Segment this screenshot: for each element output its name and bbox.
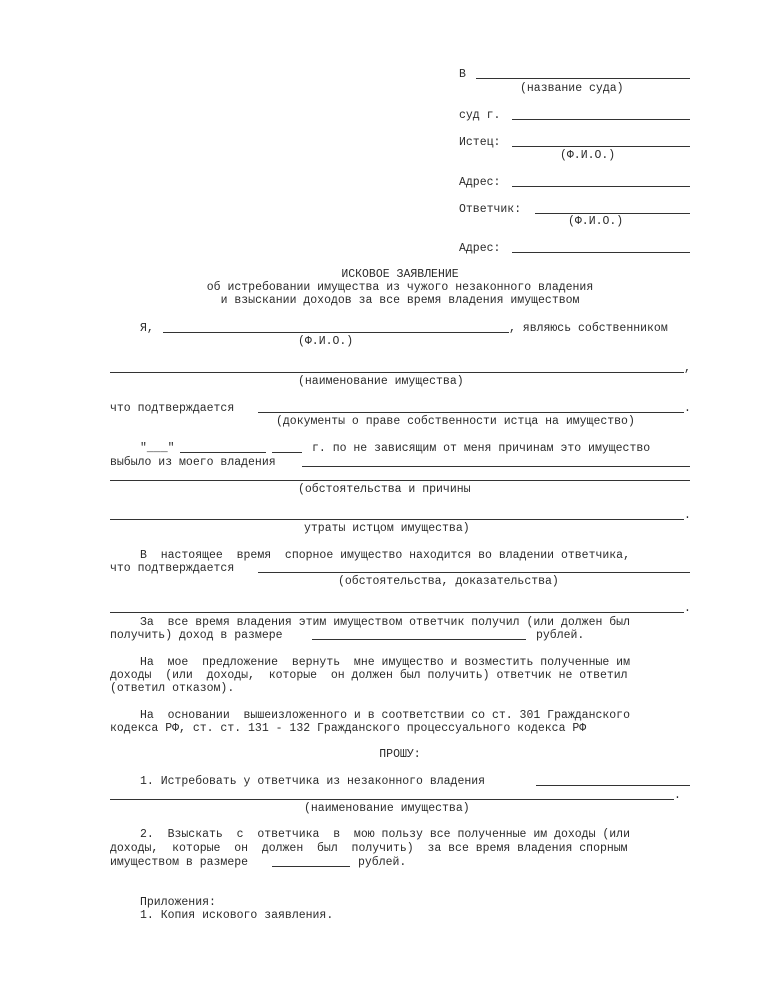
request-item-2-line-1: 2. Взыскать с ответчика в мою пользу все полученные им доходы (или	[140, 828, 630, 841]
request-item-2-amount-line	[272, 866, 350, 867]
basis-line-1: На основании вышеизложенного и в соответствии со ст. 301 Гражданского	[140, 709, 630, 722]
request-item-1: 1. Истребовать у ответчика из незаконного владения	[140, 775, 486, 788]
left-possession-label: выбыло из моего владения	[110, 456, 276, 469]
request-property-line	[110, 799, 674, 800]
circumstances-caption: (обстоятельства и причины	[298, 483, 471, 496]
plaintiff-address-label: Адрес:	[459, 176, 501, 189]
fio-caption: (Ф.И.О.)	[298, 335, 354, 348]
document-subtitle-2: и взыскании доходов за все время владения имуществом	[220, 294, 580, 307]
defendant-caption: (Ф.И.О.)	[568, 215, 624, 228]
to-prefix: В	[459, 68, 466, 81]
property-line	[110, 372, 684, 373]
evidence-caption: (обстоятельства, доказательства)	[338, 575, 559, 588]
request-item-2-line-2: доходы, которые он должен был получить) за все время владения спорным	[110, 842, 628, 855]
loss-caption: утраты истцом имущества)	[304, 522, 470, 535]
city-line	[512, 119, 690, 120]
documents-period: .	[684, 402, 691, 415]
document-title: ИСКОВОЕ ЗАЯВЛЕНИЕ	[341, 268, 459, 281]
plaintiff-line	[512, 146, 690, 147]
owner-fio-line	[163, 332, 509, 333]
confirmed-label: что подтверждается	[110, 402, 235, 415]
property-comma: ,	[684, 362, 691, 375]
defendant-address-label: Адрес:	[459, 242, 501, 255]
loss-period: .	[684, 509, 691, 522]
offer-line-2: доходы (или доходы, которые он должен был получить) ответчик не ответил	[110, 669, 628, 682]
property-caption: (наименование имущества)	[298, 375, 464, 388]
defendant-address-line	[512, 252, 690, 253]
court-name-line	[476, 78, 690, 79]
request-item-1-line	[536, 785, 690, 786]
basis-line-2: кодекса РФ, ст. ст. 131 - 132 Гражданского процессуального кодекса РФ	[110, 722, 587, 735]
left-possession-line	[302, 466, 690, 467]
request-item-2-line-3-post: рублей.	[358, 856, 407, 869]
defendant-line	[535, 213, 690, 214]
plaintiff-label: Истец:	[459, 136, 501, 149]
income-amount-line	[312, 639, 526, 640]
city-label: суд г.	[459, 109, 501, 122]
date-year-line	[272, 452, 302, 453]
income-line-2-post: рублей.	[536, 629, 585, 642]
request-item-2-line-3-pre: имуществом в размере	[110, 856, 249, 869]
income-line-1: За все время владения этим имуществом ответчик получил (или должен был	[140, 616, 630, 629]
evidence-period: .	[684, 602, 691, 615]
offer-line-1: На мое предложение вернуть мне имущество и возместить полученные им	[140, 656, 630, 669]
request-property-period: .	[674, 789, 681, 802]
date-year-text: г. по не зависящим от меня причинам это имущество	[312, 442, 651, 455]
circumstances-line	[110, 480, 690, 481]
plaintiff-address-line	[512, 186, 690, 187]
loss-line	[110, 519, 684, 520]
i-prefix: Я,	[140, 322, 154, 335]
owner-suffix: , являюсь собственником	[509, 322, 668, 335]
attachment-item-1: 1. Копия искового заявления.	[140, 909, 334, 922]
documents-caption: (документы о праве собственности истца на имуществo)	[276, 415, 635, 428]
now-possession-line: В настоящее время спорное имущество находится во владении ответчика,	[140, 549, 630, 562]
offer-line-3: (ответил отказом).	[110, 682, 235, 695]
date-month-line	[180, 452, 266, 453]
court-caption: (название суда)	[520, 82, 624, 95]
request-property-caption: (наименование имущества)	[304, 802, 470, 815]
date-quotes: "___"	[140, 442, 175, 455]
attachments-heading: Приложения:	[140, 896, 216, 909]
document-subtitle-1: об истребовании имущества из чужого незаконного владения	[206, 281, 594, 294]
evidence-line	[258, 572, 690, 573]
income-line-2-pre: получить) доход в размере	[110, 629, 283, 642]
documents-line	[258, 412, 684, 413]
request-heading: ПРОШУ:	[379, 748, 421, 761]
plaintiff-caption: (Ф.И.О.)	[560, 149, 616, 162]
evidence-continuation-line	[110, 612, 684, 613]
confirmed-label-2: что подтверждается	[110, 562, 235, 575]
defendant-label: Ответчик:	[459, 203, 522, 216]
